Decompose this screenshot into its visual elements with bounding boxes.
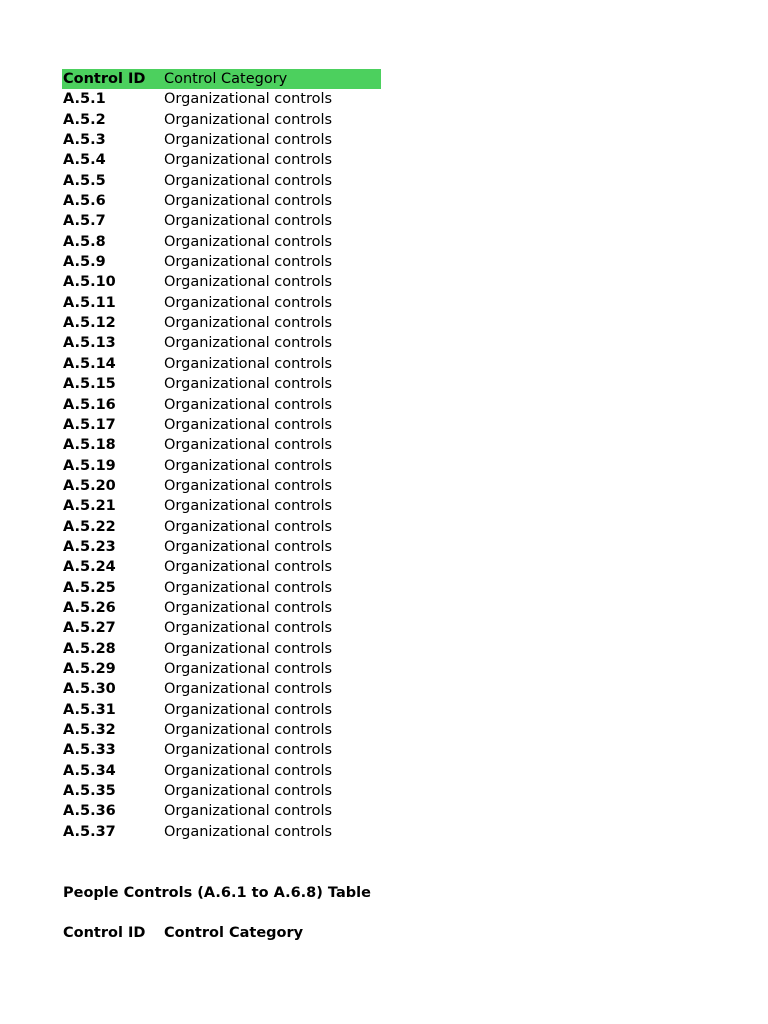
control-category-cell: Organizational controls [164,823,333,840]
control-category-cell: Organizational controls [164,254,333,271]
control-category-cell: Organizational controls [164,457,333,474]
control-id-cell: A.5.2 [63,111,106,128]
control-id-cell: A.5.18 [63,437,116,454]
control-id-cell: A.5.10 [63,274,116,291]
control-id-cell: A.5.4 [63,152,106,169]
table-row [63,171,393,191]
control-id-cell: A.5.8 [63,233,106,250]
control-category-cell: Organizational controls [164,742,333,759]
table-row [63,476,393,496]
control-category-cell: Organizational controls [164,722,333,738]
table-row [63,537,393,557]
control-category-cell: Organizational controls [164,416,333,433]
control-category-cell: Organizational controls [164,172,333,189]
control-id-cell: A.5.32 [63,722,116,738]
control-category-cell: Organizational controls [164,599,333,616]
control-category-cell: Organizational controls [164,315,333,332]
table-row [63,211,393,231]
control-id-cell: A.5.23 [63,538,116,555]
control-category-cell: Organizational controls [164,477,333,494]
control-id-cell: A.5.1 [63,91,106,108]
control-category-cell: Organizational controls [164,294,333,311]
control-category-cell: Organizational controls [164,233,333,250]
table-row [63,781,393,801]
control-id-cell: A.5.26 [63,599,116,616]
table-row [63,517,393,537]
header-control-id: Control ID [63,925,146,941]
control-category-cell: Organizational controls [164,681,333,698]
control-id-cell: A.5.22 [63,518,116,535]
control-id-cell: A.5.29 [63,660,116,677]
control-category-cell: Organizational controls [164,579,333,596]
table-row [63,191,393,211]
control-id-cell: A.5.16 [63,396,116,413]
table-row [63,761,393,781]
control-category-cell: Organizational controls [164,437,333,454]
control-id-cell: A.5.20 [63,477,116,494]
control-id-cell: A.5.36 [63,803,116,820]
table-row [63,313,393,333]
control-category-cell: Organizational controls [164,213,333,230]
header-control-category: Control Category [164,925,304,941]
control-id-cell: A.5.9 [63,254,106,271]
control-category-cell: Organizational controls [164,355,333,372]
control-id-cell: A.5.5 [63,172,106,189]
people-controls-heading: People Controls (A.6.1 to A.6.8) Table [63,885,371,901]
control-category-cell: Organizational controls [164,518,333,535]
table-row [63,496,393,516]
control-category-cell: Organizational controls [164,193,333,210]
table-row [63,333,393,353]
table-row [63,578,393,598]
table-row [63,740,393,760]
control-category-cell: Organizational controls [164,559,333,576]
control-category-cell: Organizational controls [164,396,333,413]
control-id-cell: A.5.13 [63,335,116,352]
table-row [63,456,393,476]
control-category-cell: Organizational controls [164,111,333,128]
table-row [63,130,393,150]
header-control-category: Control Category [164,71,288,87]
table-row [63,435,393,455]
control-category-cell: Organizational controls [164,783,333,800]
control-id-cell: A.5.35 [63,783,116,800]
control-id-cell: A.5.34 [63,762,116,779]
table-row [63,150,393,170]
control-id-cell: A.5.12 [63,315,116,332]
table-row [63,618,393,638]
control-category-cell: Organizational controls [164,701,333,718]
table-row [63,639,393,659]
table-row [63,252,393,272]
table-row [63,272,393,292]
control-category-cell: Organizational controls [164,640,333,657]
control-id-cell: A.5.15 [63,376,116,393]
organizational-controls-table [63,69,393,842]
control-id-cell: A.5.6 [63,193,106,210]
control-id-cell: A.5.37 [63,823,116,840]
control-id-cell: A.5.24 [63,559,116,576]
control-id-cell: A.5.11 [63,294,116,311]
control-id-cell: A.5.21 [63,498,116,515]
control-category-cell: Organizational controls [164,620,333,637]
control-category-cell: Organizational controls [164,152,333,169]
table-row [63,598,393,618]
control-id-cell: A.5.28 [63,640,116,657]
control-category-cell: Organizational controls [164,91,333,108]
table-row [63,822,393,842]
table-row [63,232,393,252]
control-id-cell: A.5.25 [63,579,116,596]
control-id-cell: A.5.19 [63,457,116,474]
control-id-cell: A.5.3 [63,132,106,149]
table-row [63,415,393,435]
table-header-row [62,69,381,89]
control-id-cell: A.5.7 [63,213,106,230]
table-row [63,679,393,699]
control-category-cell: Organizational controls [164,660,333,677]
control-category-cell: Organizational controls [164,762,333,779]
control-id-cell: A.5.30 [63,681,116,698]
control-category-cell: Organizational controls [164,335,333,352]
control-category-cell: Organizational controls [164,376,333,393]
control-id-cell: A.5.31 [63,701,116,718]
table-row [63,801,393,821]
control-category-cell: Organizational controls [164,538,333,555]
control-id-cell: A.5.33 [63,742,116,759]
table-row [63,395,393,415]
table-row [63,659,393,679]
control-id-cell: A.5.27 [63,620,116,637]
table-row [63,293,393,313]
table-row [63,720,393,740]
table-body [63,89,393,842]
table-row [63,374,393,394]
table-row [63,89,393,109]
people-controls-table-header [63,923,303,943]
control-id-cell: A.5.14 [63,355,116,372]
header-control-id: Control ID [63,71,146,87]
table-row [63,354,393,374]
control-category-cell: Organizational controls [164,803,333,820]
table-row [63,110,393,130]
table-row [63,557,393,577]
control-category-cell: Organizational controls [164,132,333,149]
control-id-cell: A.5.17 [63,416,116,433]
control-category-cell: Organizational controls [164,274,333,291]
table-row [63,700,393,720]
control-category-cell: Organizational controls [164,498,333,515]
